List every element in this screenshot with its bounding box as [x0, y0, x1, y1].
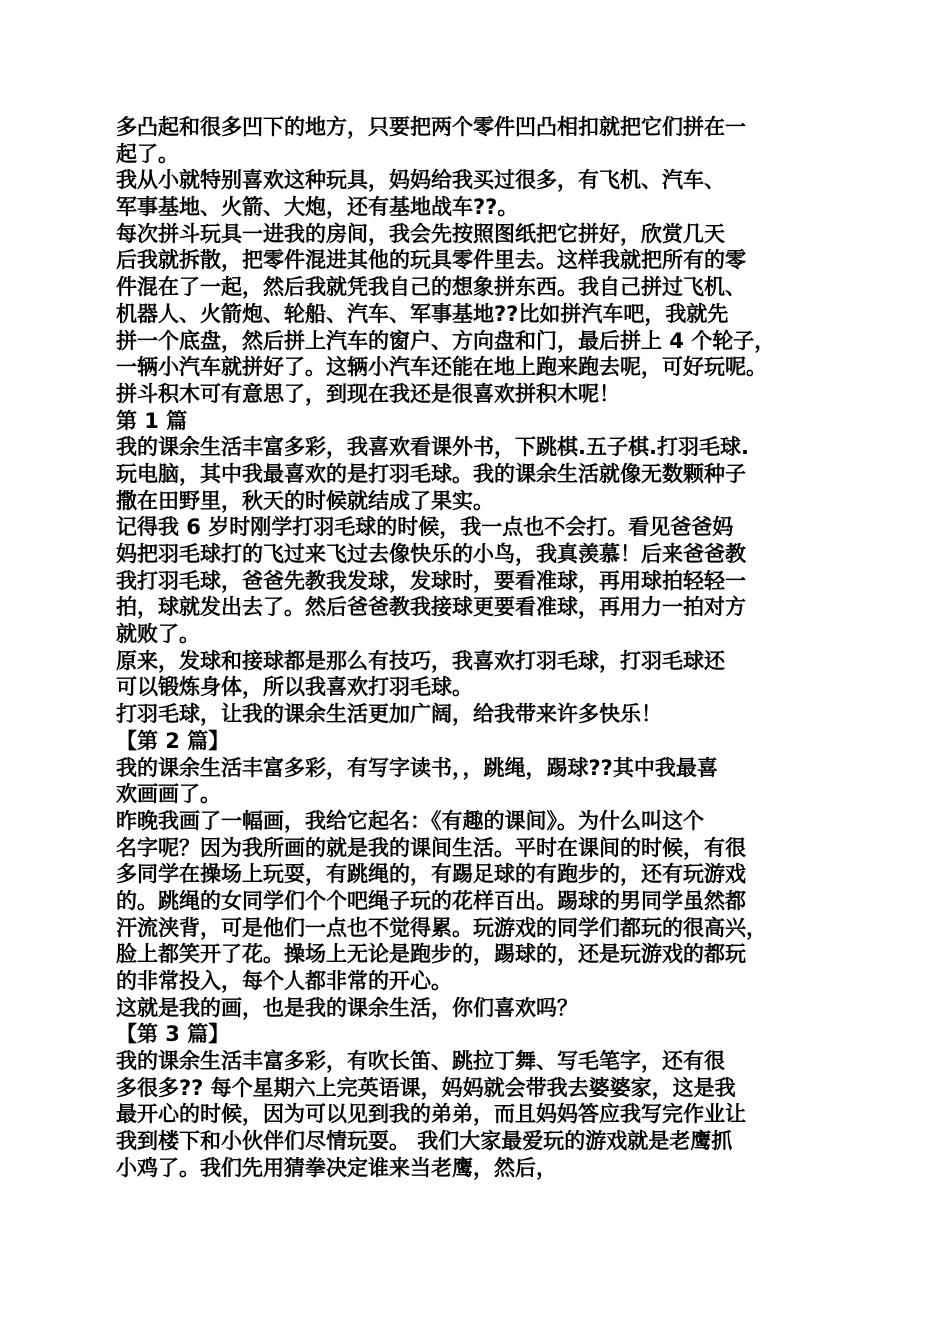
text-line: 昨晚我画了一幅画，我给它起名：《有趣的课间》。为什么叫这个 — [116, 808, 704, 833]
text-line: 我的课余生活丰富多彩，我喜欢看课外书，下跳棋.五子棋.打羽毛球. — [116, 435, 749, 460]
text-line: 汗流浃背，可是他们一点也不觉得累。玩游戏的同学们都玩的很高兴， — [116, 915, 767, 940]
text-line: 脸上都笑开了花。操场上无论是跑步的，踢球的，还是玩游戏的都玩 — [116, 942, 746, 967]
text-line: 我的课余生活丰富多彩，有吹长笛、跳拉丁舞、写毛笔字，还有很 — [116, 1049, 725, 1074]
text-line: 可以锻炼身体，所以我喜欢打羽毛球。 — [116, 675, 473, 700]
text-line: 妈把羽毛球打的飞过来飞过去像快乐的小鸟，我真羡慕！后来爸爸教 — [116, 542, 746, 566]
text-line: 起了。 — [116, 141, 179, 166]
text-line: 名字呢？因为我所画的就是我的课间生活。平时在课间的时候，有很 — [116, 835, 746, 860]
text-line: 件混在了一起，然后我就凭我自己的想象拼东西。我自己拼过飞机、 — [116, 275, 746, 300]
text-line: 我打羽毛球，爸爸先教我发球，发球时，要看准球，再用球拍轻轻一 — [116, 568, 746, 593]
text-line: 每次拼斗玩具一进我的房间，我会先按照图纸把它拼好，欣赏几天 — [116, 221, 725, 246]
text-line: 多凸起和很多凹下的地方，只要把两个零件凹凸相扣就把它们拼在一 — [116, 115, 746, 139]
text-line: 一辆小汽车就拼好了。这辆小汽车还能在地上跑来跑去呢，可好玩呢。 — [116, 355, 767, 380]
text-line: 的非常投入，每个人都非常的开心。 — [116, 969, 452, 993]
text-line: 撒在田野里，秋天的时候就结成了果实。 — [116, 488, 494, 513]
section-heading: 第 1 篇 — [116, 408, 188, 433]
text-line: 小鸡了。我们先用猜拳决定谁来当老鹰，然后， — [116, 1155, 557, 1180]
text-line: 我从小就特别喜欢这种玩具，妈妈给我买过很多，有飞机、汽车、 — [116, 168, 725, 193]
section-heading: 【第 3 篇】 — [116, 1022, 230, 1047]
text-line: 拼斗积木可有意思了，到现在我还是很喜欢拼积木呢！ — [116, 381, 620, 406]
text-line: 玩电脑，其中我最喜欢的是打羽毛球。我的课余生活就像无数颗种子 — [116, 461, 746, 486]
text-line: 后我就拆散，把零件混进其他的玩具零件里去。这样我就把所有的零 — [116, 248, 746, 273]
text-line: 原来，发球和接球都是那么有技巧，我喜欢打羽毛球，打羽毛球还 — [116, 648, 725, 673]
section-heading: 【第 2 篇】 — [116, 728, 230, 753]
text-line: 欢画画了。 — [116, 782, 221, 807]
body-text — [116, 114, 846, 1182]
text-line: 我到楼下和小伙伴们尽情玩耍。 我们大家最爱玩的游戏就是老鹰抓 — [116, 1129, 733, 1154]
text-line: 多同学在操场上玩耍，有跳绳的，有踢足球的有跑步的，还有玩游戏 — [116, 862, 746, 887]
text-line: 这就是我的画，也是我的课余生活，你们喜欢吗？ — [116, 995, 578, 1020]
text-line: 拍，球就发出去了。然后爸爸教我接球更要看准球，再用力一拍对方 — [116, 595, 746, 620]
text-line: 我的课余生活丰富多彩，有写字读书，，跳绳，踢球??其中我最喜 — [116, 755, 718, 780]
text-line: 打羽毛球，让我的课余生活更加广阔，给我带来许多快乐！ — [116, 702, 662, 727]
text-line: 最开心的时候，因为可以见到我的弟弟，而且妈妈答应我写完作业让 — [116, 1102, 746, 1127]
text-line: 拼一个底盘，然后拼上汽车的窗户、方向盘和门，最后拼上 4 个轮子， — [116, 328, 776, 353]
text-line: 军事基地、火箭、大炮，还有基地战车??。 — [116, 195, 519, 220]
text-line: 记得我 6 岁时刚学打羽毛球的时候，我一点也不会打。看见爸爸妈 — [116, 515, 734, 540]
text-line: 多很多?? 每个星期六上完英语课，妈妈就会带我去婆婆家，这是我 — [116, 1075, 736, 1100]
text-line: 的。跳绳的女同学们个个吧绳子玩的花样百出。踢球的男同学虽然都 — [116, 888, 746, 913]
text-line: 机器人、火箭炮、轮船、汽车、军事基地??比如拼汽车吧，我就先 — [116, 301, 729, 326]
text-line: 就败了。 — [116, 622, 200, 647]
